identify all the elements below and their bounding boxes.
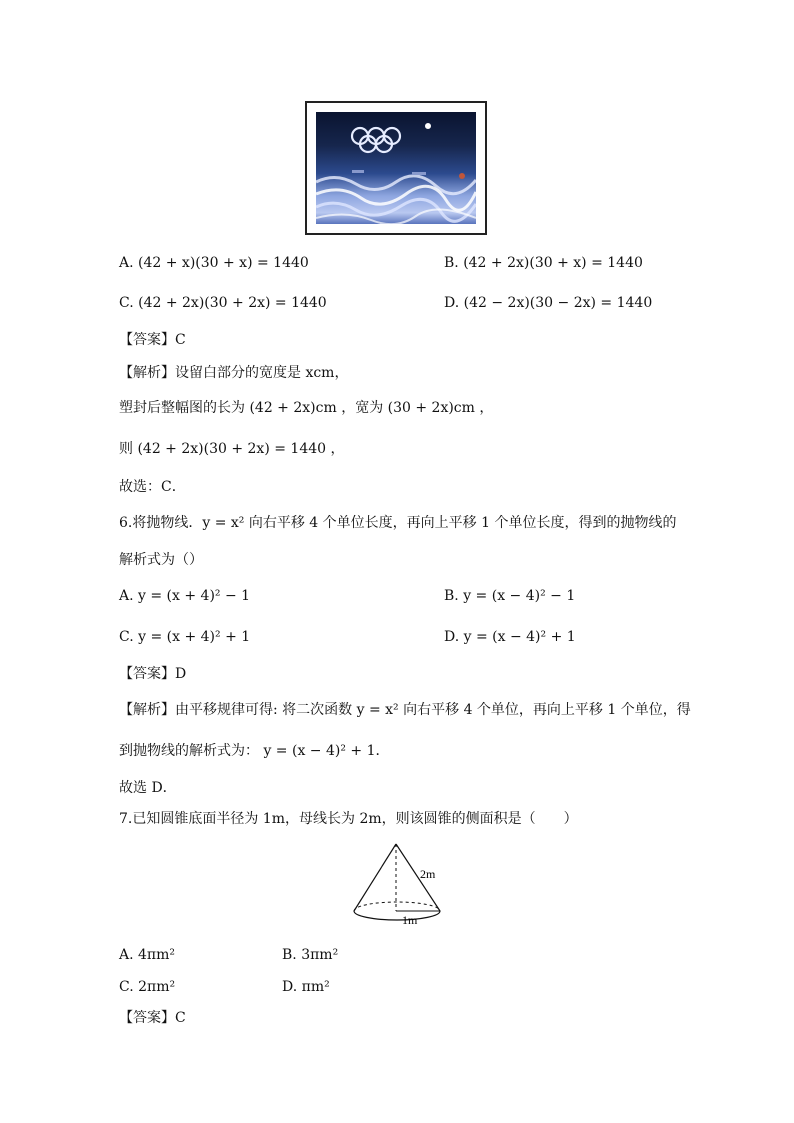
q5-option-b: B. (42 + 2x)(30 + x) = 1440 — [444, 255, 643, 271]
q7-option-d: D. πm² — [282, 979, 330, 995]
q6-analysis-line-3: 故选 D． — [119, 780, 177, 796]
q7-option-a: A. 4πm² — [119, 947, 176, 963]
q6-answer: 【答案】D — [119, 666, 187, 682]
olympic-photo-frame — [305, 101, 487, 235]
q7-option-c: C. 2πm² — [119, 979, 176, 995]
q5-analysis-line-1: 【解析】设留白部分的宽度是 xcm， — [119, 365, 349, 381]
q6-analysis-line-1: 【解析】由平移规律可得: 将二次函数 y = x² 向右平移 4 个单位，再向上平移 1 个单位，得 — [119, 702, 691, 718]
q6-option-c: C. y = (x + 4)² + 1 — [119, 629, 251, 645]
q6-option-d: D. y = (x − 4)² + 1 — [444, 629, 576, 645]
cone-radius-label: 1m — [402, 913, 418, 927]
cone-slant-label: 2m — [420, 867, 436, 881]
q6-option-b: B. y = (x − 4)² − 1 — [444, 588, 576, 604]
cone-base-back — [354, 902, 440, 911]
q5-option-d: D. (42 − 2x)(30 − 2x) = 1440 — [444, 295, 653, 311]
cone-figure — [345, 838, 455, 930]
q6-option-a: A. y = (x + 4)² − 1 — [119, 588, 251, 604]
q5-option-c: C. (42 + 2x)(30 + 2x) = 1440 — [119, 295, 327, 311]
q7-stem: 7.已知圆锥底面半径为 1m，母线长为 2m，则该圆锥的侧面积是（ ） — [119, 811, 578, 827]
q6-stem-line-2: 解析式为（） — [119, 552, 203, 568]
olympic-rings-icon — [316, 112, 476, 224]
q6-stem-line-1: 6.将抛物线．y = x² 向右平移 4 个单位长度，再向上平移 1 个单位长度，得到的抛物线的 — [119, 515, 677, 531]
q5-analysis-line-2: 塑封后整幅图的长为 (42 + 2x)cm ，宽为 (30 + 2x)cm ， — [119, 400, 494, 416]
q5-answer: 【答案】C — [119, 332, 186, 348]
q7-option-b: B. 3πm² — [282, 947, 339, 963]
q5-analysis-line-3: 则 (42 + 2x)(30 + 2x) = 1440 ， — [119, 441, 345, 457]
q5-analysis-line-4: 故选：C． — [119, 479, 186, 495]
q5-option-a: A. (42 + x)(30 + x) = 1440 — [119, 255, 309, 271]
q6-analysis-line-2: 到抛物线的解析式为： y = (x − 4)² + 1． — [119, 743, 390, 759]
q7-answer: 【答案】C — [119, 1010, 186, 1026]
cone-base-front — [354, 911, 440, 920]
olympic-photo — [316, 112, 476, 224]
cone-left-slant — [354, 844, 396, 911]
